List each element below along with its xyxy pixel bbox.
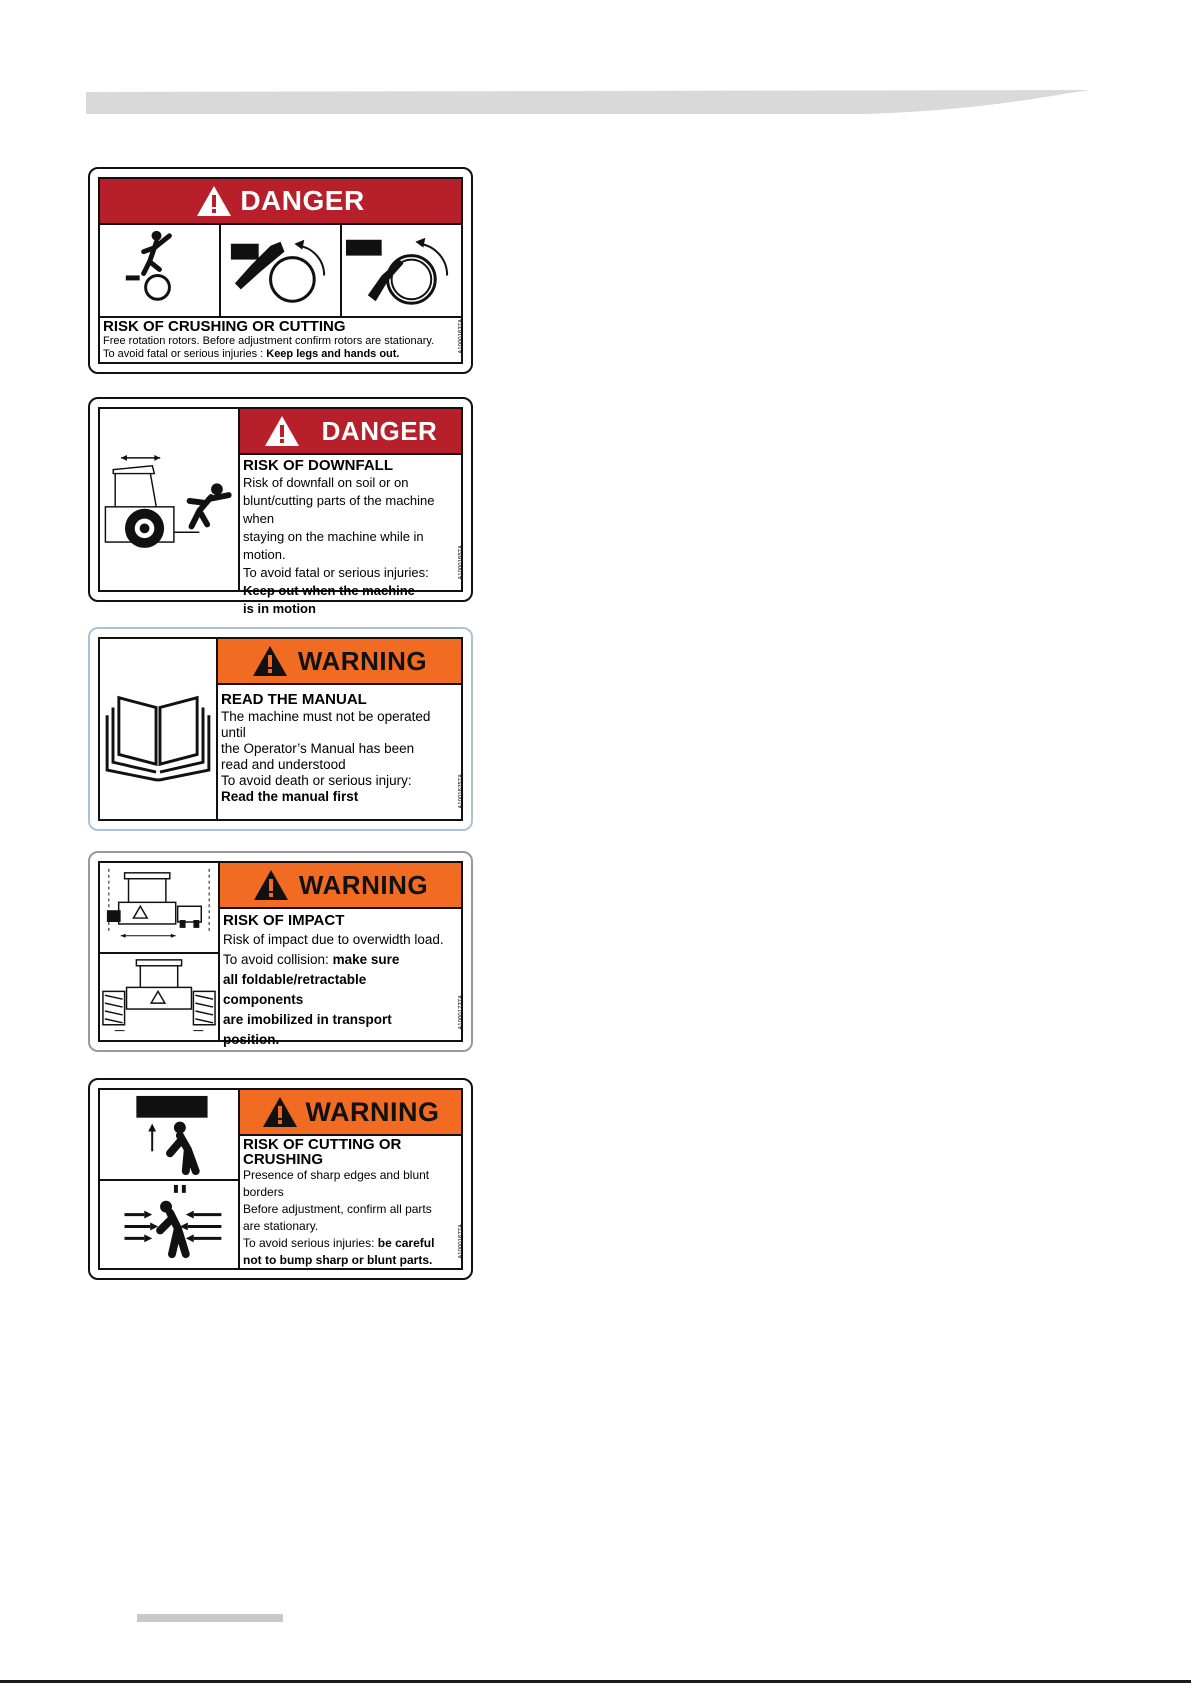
warning-triangle-icon — [262, 1096, 298, 1128]
label-text-line: The machine must not be operated until — [221, 709, 431, 740]
label-text-line: Before adjustment, confirm all parts — [243, 1202, 432, 1216]
label-bold-line: is in motion — [243, 601, 316, 616]
danger-header — [100, 179, 461, 225]
label-code: A10001737A — [459, 995, 465, 1030]
label-text-line: Free rotation rotors. Before adjustment confirm rotors are stationary. — [103, 335, 435, 347]
footer-bar — [137, 1614, 283, 1622]
label-text-line: Presence of sharp edges and blunt borders — [243, 1168, 430, 1199]
header-text: DANGER — [240, 185, 365, 216]
header-text: WARNING — [305, 1096, 440, 1127]
avoid-bold: Keep legs and hands out. — [266, 348, 400, 360]
warning-triangle-icon — [253, 869, 289, 901]
label-title: RISK OF CRUSHING OR CUTTING — [103, 318, 346, 335]
danger-header — [240, 409, 461, 455]
label-text-line: blunt/cutting parts of the machine when — [243, 493, 435, 526]
label-title: RISK OF DOWNFALL — [243, 457, 393, 474]
label-bold-line: Read the manual first — [221, 789, 359, 804]
label-text-line: To avoid fatal or serious injuries: — [243, 565, 429, 580]
header-text: DANGER — [321, 415, 438, 446]
danger-label-crushing-cutting — [88, 167, 473, 374]
label-code: A10001637A — [459, 319, 465, 354]
label-title: RISK OF IMPACT — [223, 912, 345, 929]
warning-label-read-manual — [88, 627, 473, 831]
transport-position-tractor-icon — [100, 952, 218, 1041]
label-text-line: Risk of downfall on soil or on — [243, 475, 409, 490]
warning-label-impact — [88, 851, 473, 1052]
warning-header — [240, 1090, 461, 1136]
label-avoid-line — [223, 950, 445, 970]
label-code: A10001677A — [459, 1224, 465, 1259]
label-code: A10001657A — [459, 545, 465, 580]
warning-triangle-icon — [252, 645, 288, 677]
label-bold-line: all foldable/retractable components — [223, 972, 367, 1007]
sharp-edges-person-icon — [100, 1179, 238, 1268]
label-title: READ THE MANUAL — [221, 691, 367, 708]
header-text: WARNING — [298, 869, 429, 900]
label-text-line: the Operator’s Manual has been — [221, 741, 415, 756]
tractor-falling-person-icon — [100, 409, 240, 590]
label-text-line: are stationary. — [243, 1219, 319, 1233]
hand-rotor-icon — [342, 223, 461, 316]
avoid-bold: be careful — [377, 1236, 435, 1250]
warning-label-cutting-crushing — [88, 1078, 473, 1280]
label-avoid-line — [103, 348, 443, 361]
header-text: WARNING — [297, 645, 428, 676]
head-bump-icon — [100, 1090, 238, 1181]
label-bold-line: Keep out when the machine — [243, 583, 415, 598]
bottom-rule — [0, 1680, 1191, 1683]
avoid-prefix: To avoid fatal or serious injuries : — [103, 348, 267, 360]
label-title: RISK OF CUTTING OR — [243, 1136, 402, 1153]
leg-rotor-icon — [221, 223, 342, 316]
label-code: A10016257A — [459, 774, 465, 809]
warning-triangle-icon — [196, 185, 232, 217]
avoid-bold: make sure — [332, 952, 400, 967]
warning-header — [218, 639, 461, 685]
falling-person-rotor-icon — [100, 223, 221, 316]
label-avoid-line — [243, 1235, 445, 1252]
label-text-line: read and understood — [221, 757, 346, 772]
warning-triangle-icon — [264, 415, 300, 447]
avoid-prefix: To avoid serious injuries: — [243, 1236, 378, 1250]
label-text-line: Risk of impact due to overwidth load. — [223, 932, 444, 947]
danger-label-downfall — [88, 397, 473, 616]
label-bold-line: not to bump sharp or blunt parts. — [243, 1253, 433, 1267]
overwidth-tractor-icon — [100, 863, 218, 954]
label-title: CRUSHING — [243, 1151, 324, 1168]
warning-header — [220, 863, 461, 909]
avoid-prefix: To avoid collision: — [223, 952, 333, 967]
header-swoosh — [86, 88, 1090, 116]
label-bold-line: are imobilized in transport position. — [223, 1012, 392, 1047]
label-text-line: To avoid death or serious injury: — [221, 773, 412, 788]
open-book-icon — [100, 639, 218, 819]
label-text-line: staying on the machine while in motion. — [243, 529, 424, 562]
